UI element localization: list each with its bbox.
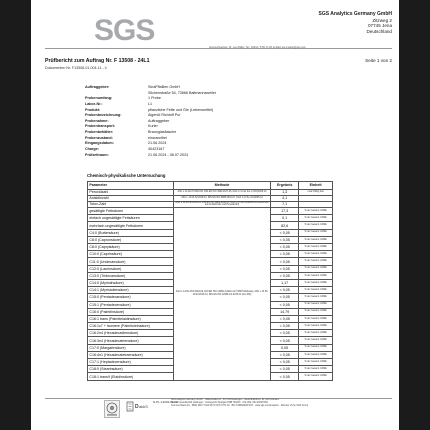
sample-info-table (85, 85, 216, 158)
unit-cell: % der Gesamt. FAME (299, 359, 333, 366)
unit-cell: % der Gesamt. FAME (299, 258, 333, 265)
parameter-cell: gesättigte Fettsäuren (88, 208, 174, 215)
parameter-cell: C16:3n4 (Hexadecatriensäure) (88, 337, 174, 344)
unit-cell: % der Gesamt. FAME (299, 301, 333, 308)
result-cell: < 0,05 (271, 330, 299, 337)
lab-name: SGS Analytics Germany GmbH (318, 11, 392, 17)
info-value: pflanzliche Fette und Öle (Lebensmittel) (148, 107, 214, 112)
unit-cell: % der Gesamt. FAME (299, 344, 333, 351)
info-value: Kurier (148, 124, 158, 129)
quality-seal-icon (104, 400, 120, 418)
unit-cell: % der Gesamt. FAME (299, 330, 333, 337)
result-cell: < 0,05 (271, 236, 299, 243)
result-cell: < 0,05 (271, 366, 299, 373)
footer-line: SGS Analytics Germany GmbH · Hafenstraße 24 · D-73728 Esslingen · Geschäftsführer: Dr. Kai Hellmann (171, 399, 280, 401)
info-value: 40423167 (148, 146, 165, 151)
info-label: Probentransport: (85, 124, 116, 129)
parameter-cell: C16:4n1 (Hexadecatetraensäure) (88, 351, 174, 358)
info-label: Probenumfang: (85, 96, 113, 101)
info-value: Silchenstraße 54, 73666 Baltmannsweiler (148, 90, 217, 95)
result-cell: 17,3 (271, 208, 299, 215)
parameter-cell: einfach ungesättigte Fettsäuren (88, 215, 174, 222)
parameter-cell: C16:2n4 (Hexadecadiensäure) (88, 330, 174, 337)
unit-cell: % der Gesamt. FAME (299, 366, 333, 373)
method-cell: ASU L 13.00-37:2016-06, DIN EN ISO 3960:2017-05, DGF C-VI 6a Teil 1 (ISO)2005-10 (173, 189, 270, 195)
result-cell: < 0,05 (271, 323, 299, 330)
document-number: Dokumenten Nr. F13508-01-004-11 - 4 (45, 66, 107, 70)
info-row (85, 153, 216, 159)
unit-cell: % der Gesamt. FAME (299, 236, 333, 243)
method-cell: ASU L 13.00-32:2018-01, DIN EN ISO 6885:2016-07, DGF C-VI 6e (10)2005-12 (173, 195, 270, 201)
info-label: Auftraggeber: (85, 85, 110, 89)
result-cell: < 0,05 (271, 287, 299, 294)
result-cell: < 0,05 (271, 265, 299, 272)
table-row (88, 208, 333, 215)
page-number: Seite 1 von 2 (365, 58, 392, 63)
results-table (87, 181, 333, 381)
unit-cell: % der Gesamt. FAME (299, 229, 333, 236)
info-value: 21.06.2024 - 08.07.2024 (148, 152, 189, 157)
method-cell: ASU L 13.00-27/3:2016-06, DIN EN ISO 12966-4:2016-12 (TMSH-Methode), ASU L 13.00-41/44:2016-12, DIN EN ISO 12966-1/4:2015-11 (GC-FID) (173, 208, 270, 381)
parameter-cell: C6:0 (Capronsäure) (88, 236, 174, 243)
parameter-cell: C15:1 (Pentadecensäure) (88, 301, 174, 308)
unit-cell: % der Gesamt. FAME (299, 222, 333, 229)
parameter-cell: Peroxidzahl (88, 189, 174, 195)
parameter-cell: mehrfach ungesättigte Fettsäuren (88, 222, 174, 229)
unit-cell: % der Gesamt. FAME (299, 287, 333, 294)
info-label: Produkt: (85, 107, 101, 112)
parameter-cell: C13:0 (Tridecansäure) (88, 272, 174, 279)
info-label: Charge: (85, 146, 99, 151)
unit-cell: % der Gesamt. FAME (299, 337, 333, 344)
report-title: Prüfbericht zum Auftrag Nr. F 13508 - 24L1 (45, 58, 150, 64)
result-cell: < 0,05 (271, 301, 299, 308)
result-cell: < 0,05 (271, 244, 299, 251)
parameter-cell: C17:1 (Heptadecensäure) (88, 359, 174, 366)
result-cell: 82,6 (271, 222, 299, 229)
result-cell: 1,17 (271, 279, 299, 286)
parameter-cell: C18:0 (Stearinsäure) (88, 366, 174, 373)
result-cell: 0,1 (271, 215, 299, 222)
parameter-cell: C11:0 (Undecansäure) (88, 258, 174, 265)
result-cell: < 0,05 (271, 337, 299, 344)
info-value: Auftraggeber (148, 118, 170, 123)
info-value: L1 (148, 101, 153, 106)
unit-cell: % der Gesamt. FAME (299, 272, 333, 279)
dakks-label: D-PL-14004-01-00 (153, 400, 178, 404)
parameter-cell: C16:1 trans (Palmitelaidinsäure) (88, 315, 174, 322)
unit-cell: % der Gesamt. FAME (299, 208, 333, 215)
sgs-logo (92, 14, 162, 44)
header-result: Ergebnis (271, 182, 299, 190)
lab-street: Zitzweg 2 (372, 17, 392, 23)
result-cell: 4,1 (271, 195, 299, 201)
parameter-cell: C4:0 (Buttersäure) (88, 229, 174, 236)
svg-text:D: D (135, 404, 139, 410)
info-label: Labor-Nr.: (85, 101, 103, 106)
result-cell: < 0,05 (271, 229, 299, 236)
parameter-cell: C17:0 (Margarinsäure) (88, 344, 174, 351)
unit-cell: % der Gesamt. FAME (299, 251, 333, 258)
unit-cell: % der Gesamt. FAME (299, 373, 333, 380)
result-cell: < 0,05 (271, 294, 299, 301)
parameter-cell: C12:0 (Laurinsäure) (88, 265, 174, 272)
method-cell: ASU L 13.00-32:2018-01, DIN EN ISO 6885:2016-07, DGF C-VI 6e (10)2005-12 (berechnet aus Anisidinzahl und Peroxidzahl) (173, 201, 270, 207)
result-cell: 7,1 (271, 201, 299, 207)
unit-cell: % der Gesamt. FAME (299, 265, 333, 272)
info-label: Probenbezeichnung: (85, 113, 122, 118)
unit-cell: % der Gesamt. FAME (299, 294, 333, 301)
header-unit: Einheit (299, 182, 333, 190)
parameter-cell: Totox-Zahl (88, 201, 174, 207)
unit-cell: % der Gesamt. FAME (299, 315, 333, 322)
contact-line: Ansprechpartner: Dr. Leo Müller, Tel.: 03641 / 5 59 17-28, E-Mail: leo.mueller@sgs.com (209, 46, 306, 49)
result-cell: 1,3 (271, 189, 299, 195)
result-cell: < 0,05 (271, 359, 299, 366)
result-cell: < 0,05 (271, 351, 299, 358)
footer-line: Sitz der Gesellschaft: Esslingen · Amtsgericht Stuttgart HRB 769413 · USt-IdNr. DE 321907651 (171, 402, 268, 405)
parameter-cell: C15:0 (Pentadecansäure) (88, 294, 174, 301)
info-label: Probenahme: (85, 118, 109, 123)
header-parameter: Parameter (88, 182, 174, 190)
parameter-cell: C14:0 (Myristinsäure) (88, 279, 174, 286)
info-value: 1 Probe (148, 96, 161, 101)
info-value: Algenöl Richtoff Pur (148, 113, 181, 118)
unit-cell: % der Gesamt. FAME (299, 244, 333, 251)
header-method: Methode (173, 182, 270, 190)
info-value: 21.06.2024 (148, 141, 167, 146)
unit-cell: % der Gesamt. FAME (299, 279, 333, 286)
info-label: Probenzustand: (85, 135, 113, 140)
footer-line: Commerzbank AG · IBAN DE77 6114 0071 0170 0771 00 · BIC COBADEFFXXX · www.sgs.com/analytics · Member of the SGS Group (171, 405, 309, 408)
unit-cell: % der Gesamt. FAME (299, 351, 333, 358)
result-cell: < 0,05 (271, 315, 299, 322)
report-page (31, 0, 399, 430)
lab-country: Deutschland (366, 28, 392, 34)
parameter-cell: C10:0 (Caprinsäure) (88, 251, 174, 258)
dakks-accreditation-icon (125, 400, 149, 413)
info-value: SinaPflaBen GmbH (148, 85, 180, 89)
lab-city: 07745 Jena (367, 23, 392, 29)
results-header-row (88, 182, 333, 190)
unit-cell: % der Gesamt. FAME (299, 215, 333, 222)
parameter-cell: C8:0 (Caprylsäure) (88, 244, 174, 251)
parameter-cell: C14:1 (Myristoleinsäure) (88, 287, 174, 294)
result-cell: < 0,05 (271, 373, 299, 380)
result-cell: < 0,05 (271, 258, 299, 265)
info-value: Braunglasflasche (148, 130, 177, 134)
info-label: Eingangsdatum: (85, 141, 114, 146)
info-value: einwandfrei (148, 135, 167, 140)
svg-text:akkS: akkS (139, 404, 148, 409)
section-title: Chemisch-physikalische Untersuchung (87, 173, 166, 178)
info-label: Prüfzeitraum: (85, 152, 109, 157)
result-cell: < 0,05 (271, 272, 299, 279)
result-cell: 14,79 (271, 308, 299, 315)
result-cell: < 0,05 (271, 251, 299, 258)
unit-cell: mval O2/kg Fett (299, 189, 333, 195)
result-cell: 0,05 (271, 344, 299, 351)
parameter-cell: C16:0 (Palmitinsäure) (88, 308, 174, 315)
unit-cell: % der Gesamt. FAME (299, 323, 333, 330)
info-label: Probenbehälter: (85, 130, 114, 134)
lab-address (319, 12, 392, 34)
footer-text (171, 399, 391, 409)
logo-text: SGS (94, 14, 155, 44)
parameter-cell: C16:1c7 + Isomere (Palmitoleinsäure) (88, 323, 174, 330)
results-body (88, 189, 333, 380)
parameter-cell: C18:1 trans9 (Elaidinsäure) (88, 373, 174, 380)
parameter-cell: Anisidinzahl (88, 195, 174, 201)
unit-cell: % der Gesamt. FAME (299, 308, 333, 315)
